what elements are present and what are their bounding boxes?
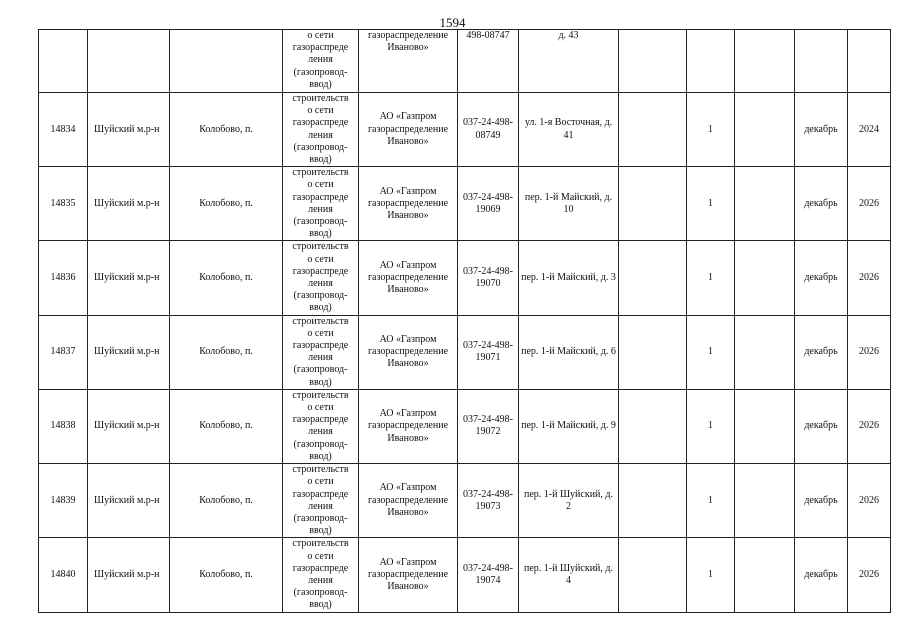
cell-settlement: Колобово, п. bbox=[170, 315, 283, 389]
table-row bbox=[39, 315, 891, 389]
cell-operator bbox=[359, 30, 458, 93]
cell-settlement: Колобово, п. bbox=[170, 389, 283, 463]
cell-object: 037-24-498-19069 bbox=[458, 167, 519, 241]
cell-count: 1 bbox=[687, 389, 735, 463]
work-line: газораспреде bbox=[292, 42, 349, 54]
work-line: ввод) bbox=[309, 599, 332, 611]
cell-month: декабрь bbox=[795, 538, 848, 612]
cell-work bbox=[283, 538, 359, 612]
work-line: газораспреде bbox=[292, 117, 349, 129]
work-line: (газопровод- bbox=[293, 216, 348, 228]
work-line: ления bbox=[308, 574, 333, 586]
cell-operator: АО «Газпром газораспределение Иваново» bbox=[359, 167, 458, 241]
cell-address: ул. 1-я Восточная, д. 41 bbox=[519, 93, 619, 167]
cell-blank bbox=[619, 241, 687, 315]
cell-operator: АО «Газпром газораспределение Иваново» bbox=[359, 389, 458, 463]
cell-address bbox=[519, 30, 619, 93]
work-line: ввод) bbox=[309, 450, 332, 462]
cell-blank bbox=[619, 315, 687, 389]
cell-month: декабрь bbox=[795, 389, 848, 463]
work-line: газораспреде bbox=[292, 265, 349, 277]
cell-address: пер. 1-й Майский, д. 9 bbox=[519, 389, 619, 463]
cell-settlement: Колобово, п. bbox=[170, 241, 283, 315]
cell-settlement: Колобово, п. bbox=[170, 464, 283, 538]
work-line: о сети bbox=[307, 179, 334, 191]
work-line: о сети bbox=[307, 402, 334, 414]
cell-district: Шуйский м.р-н bbox=[88, 464, 170, 538]
cell-month: декабрь bbox=[795, 241, 848, 315]
work-line: ввод) bbox=[309, 78, 332, 90]
cell-count: 1 bbox=[687, 93, 735, 167]
cell-count: 1 bbox=[687, 241, 735, 315]
cell-count: 1 bbox=[687, 538, 735, 612]
cell-address: пер. 1-й Майский, д. 6 bbox=[519, 315, 619, 389]
table-row bbox=[39, 389, 891, 463]
cell-blank-2 bbox=[735, 30, 795, 93]
cell-year: 2026 bbox=[848, 389, 891, 463]
work-line: (газопровод- bbox=[293, 141, 348, 153]
table-row bbox=[39, 167, 891, 241]
page-number: 1594 bbox=[439, 15, 466, 30]
cell-month: декабрь bbox=[795, 315, 848, 389]
work-line: ввод) bbox=[309, 376, 332, 388]
cell-district bbox=[88, 30, 170, 93]
work-line: ввод) bbox=[309, 525, 332, 537]
cell-count: 1 bbox=[687, 464, 735, 538]
work-line: газораспреде bbox=[292, 488, 349, 500]
work-line: о сети bbox=[307, 550, 334, 562]
work-line: ления bbox=[308, 500, 333, 512]
cell-no: 14834 bbox=[39, 93, 88, 167]
cell-no: 14839 bbox=[39, 464, 88, 538]
work-line: строительств bbox=[292, 93, 349, 104]
cell-blank-2 bbox=[735, 464, 795, 538]
cell-blank-2 bbox=[735, 315, 795, 389]
work-line: (газопровод- bbox=[293, 587, 348, 599]
work-line: ввод) bbox=[309, 302, 332, 314]
work-line: ления bbox=[308, 426, 333, 438]
cell-work bbox=[283, 389, 359, 463]
cell-work bbox=[283, 241, 359, 315]
work-line: ления bbox=[308, 129, 333, 141]
work-line: о сети bbox=[307, 30, 334, 41]
cell-district: Шуйский м.р-н bbox=[88, 93, 170, 167]
cell-operator: АО «Газпром газораспределение Иваново» bbox=[359, 464, 458, 538]
cell-blank-2 bbox=[735, 93, 795, 167]
cell-settlement bbox=[170, 30, 283, 93]
cell-count: 1 bbox=[687, 167, 735, 241]
work-line: строительств bbox=[292, 464, 349, 476]
cell-district: Шуйский м.р-н bbox=[88, 389, 170, 463]
work-line: о сети bbox=[307, 327, 334, 339]
cell-no: 14838 bbox=[39, 389, 88, 463]
cell-operator: АО «Газпром газораспределение Иваново» bbox=[359, 315, 458, 389]
cell-month: декабрь bbox=[795, 464, 848, 538]
cell-object: 037-24-498-08749 bbox=[458, 93, 519, 167]
cell-year: 2024 bbox=[848, 93, 891, 167]
cell-operator: АО «Газпром газораспределение Иваново» bbox=[359, 241, 458, 315]
cell-no bbox=[39, 30, 88, 93]
cell-work bbox=[283, 93, 359, 167]
cell-no: 14836 bbox=[39, 241, 88, 315]
table-row bbox=[39, 241, 891, 315]
work-line: (газопровод- bbox=[293, 66, 348, 78]
cell-district: Шуйский м.р-н bbox=[88, 241, 170, 315]
cell-operator: АО «Газпром газораспределение Иваново» bbox=[359, 93, 458, 167]
work-line: газораспреде bbox=[292, 414, 349, 426]
object-text: 498-08747 bbox=[466, 30, 510, 41]
work-line: газораспреде bbox=[292, 562, 349, 574]
cell-year bbox=[848, 30, 891, 93]
cell-blank bbox=[619, 93, 687, 167]
work-line: ления bbox=[308, 203, 333, 215]
cell-work bbox=[283, 30, 359, 93]
work-line: строительств bbox=[292, 389, 349, 401]
cell-blank bbox=[619, 30, 687, 93]
cell-work bbox=[283, 464, 359, 538]
work-line: (газопровод- bbox=[293, 438, 348, 450]
cell-object: 037-24-498-19072 bbox=[458, 389, 519, 463]
cell-month bbox=[795, 30, 848, 93]
cell-address: пер. 1-й Майский, д. 10 bbox=[519, 167, 619, 241]
cell-object: 037-24-498-19073 bbox=[458, 464, 519, 538]
work-line: (газопровод- bbox=[293, 364, 348, 376]
cell-work bbox=[283, 167, 359, 241]
cell-district: Шуйский м.р-н bbox=[88, 315, 170, 389]
work-line: ления bbox=[308, 278, 333, 290]
cell-blank bbox=[619, 167, 687, 241]
cell-no: 14835 bbox=[39, 167, 88, 241]
cell-year: 2026 bbox=[848, 464, 891, 538]
table-row bbox=[39, 464, 891, 538]
cell-operator: АО «Газпром газораспределение Иваново» bbox=[359, 538, 458, 612]
work-line: строительств bbox=[292, 538, 349, 550]
table-row-continued bbox=[39, 30, 891, 93]
cell-blank bbox=[619, 464, 687, 538]
table-row bbox=[39, 93, 891, 167]
gas-connection-table bbox=[38, 29, 891, 613]
operator-text: газораспределение Иваново» bbox=[367, 30, 449, 54]
cell-settlement: Колобово, п. bbox=[170, 93, 283, 167]
cell-settlement: Колобово, п. bbox=[170, 167, 283, 241]
work-line: строительств bbox=[292, 167, 349, 179]
cell-year: 2026 bbox=[848, 315, 891, 389]
cell-district: Шуйский м.р-н bbox=[88, 167, 170, 241]
cell-month: декабрь bbox=[795, 93, 848, 167]
cell-no: 14837 bbox=[39, 315, 88, 389]
cell-blank-2 bbox=[735, 538, 795, 612]
cell-settlement: Колобово, п. bbox=[170, 538, 283, 612]
work-line: (газопровод- bbox=[293, 290, 348, 302]
work-line: о сети bbox=[307, 253, 334, 265]
cell-object: 037-24-498-19074 bbox=[458, 538, 519, 612]
cell-blank bbox=[619, 538, 687, 612]
cell-object bbox=[458, 30, 519, 93]
work-line: ввод) bbox=[309, 228, 332, 240]
cell-blank-2 bbox=[735, 389, 795, 463]
work-line: строительств bbox=[292, 241, 349, 253]
cell-count: 1 bbox=[687, 315, 735, 389]
work-line: ления bbox=[308, 54, 333, 66]
cell-year: 2026 bbox=[848, 241, 891, 315]
cell-month: декабрь bbox=[795, 167, 848, 241]
cell-blank-2 bbox=[735, 241, 795, 315]
cell-district: Шуйский м.р-н bbox=[88, 538, 170, 612]
cell-object: 037-24-498-19071 bbox=[458, 315, 519, 389]
table-row bbox=[39, 538, 891, 612]
cell-address: пер. 1-й Майский, д. 3 bbox=[519, 241, 619, 315]
cell-blank-2 bbox=[735, 167, 795, 241]
work-line: строительств bbox=[292, 315, 349, 327]
work-line: газораспреде bbox=[292, 340, 349, 352]
cell-address: пер. 1-й Шуйский, д. 2 bbox=[519, 464, 619, 538]
cell-year: 2026 bbox=[848, 167, 891, 241]
cell-blank bbox=[619, 389, 687, 463]
cell-count bbox=[687, 30, 735, 93]
cell-year: 2026 bbox=[848, 538, 891, 612]
cell-no: 14840 bbox=[39, 538, 88, 612]
work-line: ввод) bbox=[309, 154, 332, 166]
work-line: о сети bbox=[307, 105, 334, 117]
address-text: д. 43 bbox=[558, 30, 579, 41]
work-line: о сети bbox=[307, 476, 334, 488]
cell-work bbox=[283, 315, 359, 389]
work-line: (газопровод- bbox=[293, 512, 348, 524]
cell-object: 037-24-498-19070 bbox=[458, 241, 519, 315]
cell-address: пер. 1-й Шуйский, д. 4 bbox=[519, 538, 619, 612]
work-line: ления bbox=[308, 352, 333, 364]
work-line: газораспреде bbox=[292, 191, 349, 203]
